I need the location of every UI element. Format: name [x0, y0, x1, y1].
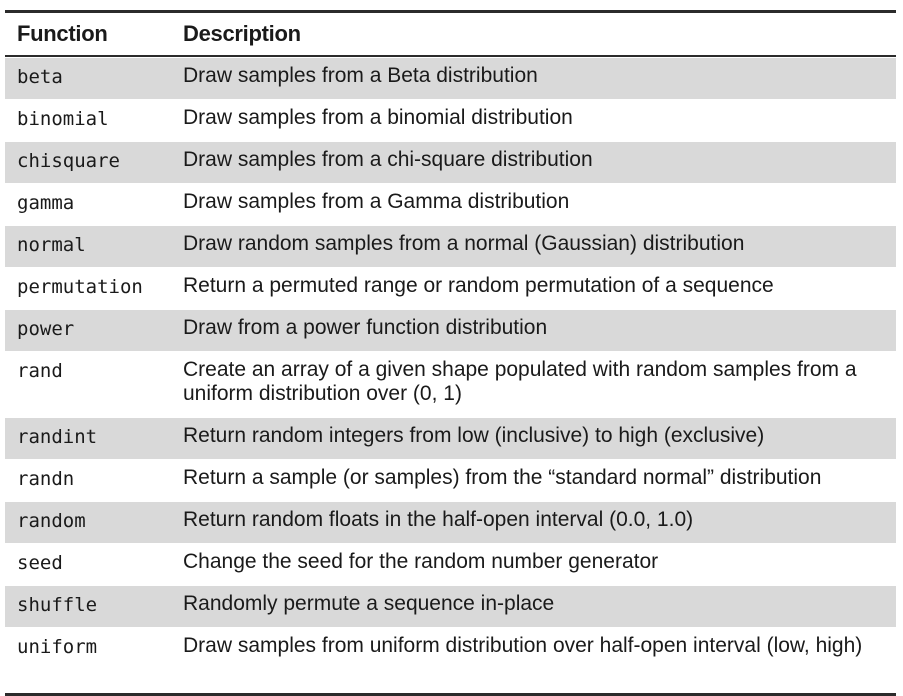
function-name: seed: [5, 544, 171, 586]
table-row: [5, 502, 896, 544]
table-row: [5, 418, 896, 460]
function-name: randn: [5, 460, 171, 502]
table-row: [5, 352, 896, 418]
table-row: [5, 226, 896, 268]
function-name: normal: [5, 226, 171, 268]
function-name: rand: [5, 352, 171, 418]
function-description: Draw from a power function distribution: [171, 310, 896, 352]
function-description: Return random integers from low (inclusive) to high (exclusive): [171, 418, 896, 460]
function-name: chisquare: [5, 142, 171, 184]
table-row: [5, 628, 896, 694]
function-description: Randomly permute a sequence in-place: [171, 586, 896, 628]
table-row: [5, 268, 896, 310]
table-row: [5, 58, 896, 100]
table-row: [5, 142, 896, 184]
function-name: randint: [5, 418, 171, 460]
table-row: [5, 100, 896, 142]
header-description: Description: [183, 21, 301, 46]
function-name: random: [5, 502, 171, 544]
random-functions-table: [5, 13, 896, 55]
table-row: [5, 460, 896, 502]
function-description: Draw random samples from a normal (Gaussian) distribution: [171, 226, 896, 268]
function-description: Draw samples from a chi-square distribution: [171, 142, 896, 184]
function-name: uniform: [5, 628, 171, 694]
header-function: Function: [17, 21, 108, 46]
table-row: [5, 310, 896, 352]
function-description: Return a sample (or samples) from the “standard normal” distribution: [171, 460, 896, 502]
function-name: gamma: [5, 184, 171, 226]
function-name: shuffle: [5, 586, 171, 628]
function-name: beta: [5, 58, 171, 100]
function-description: Draw samples from a Beta distribution: [171, 58, 896, 100]
function-description: Return a permuted range or random permutation of a sequence: [171, 268, 896, 310]
table-row: [5, 184, 896, 226]
function-description: Draw samples from a Gamma distribution: [171, 184, 896, 226]
function-description: Create an array of a given shape populated with random samples from a uniform distribution over (0, 1): [171, 352, 896, 418]
function-description: Draw samples from a binomial distribution: [171, 100, 896, 142]
function-description: Return random floats in the half-open interval (0.0, 1.0): [171, 502, 896, 544]
function-name: power: [5, 310, 171, 352]
function-table: [5, 10, 896, 696]
function-name: permutation: [5, 268, 171, 310]
table-header: [5, 13, 896, 55]
function-name: binomial: [5, 100, 171, 142]
table-row: [5, 544, 896, 586]
table-row: [5, 586, 896, 628]
function-description: Change the seed for the random number generator: [171, 544, 896, 586]
function-description: Draw samples from uniform distribution over half-open interval (low, high): [171, 628, 896, 694]
table-body: [5, 58, 896, 694]
